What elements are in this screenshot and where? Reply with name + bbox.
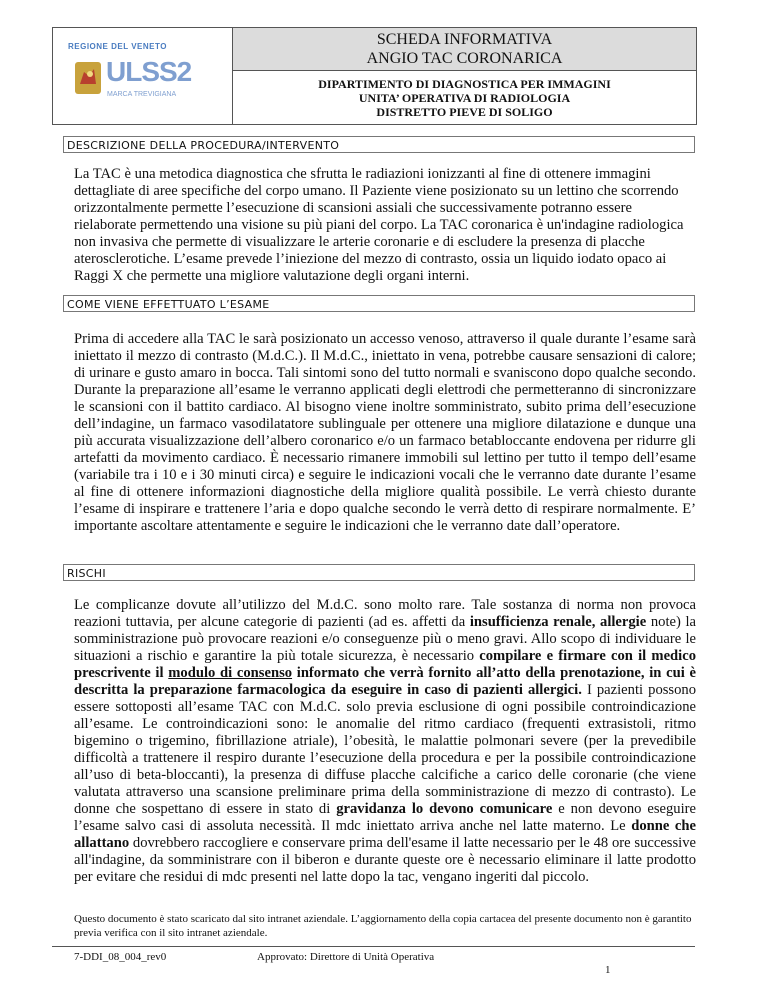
dept-line-3: DISTRETTO PIEVE DI SOLIGO <box>376 105 553 119</box>
risks-bold-consent-start: compilare e firmare con il medico prescrivente il <box>74 648 697 681</box>
document-header <box>52 27 697 125</box>
logo <box>53 28 233 124</box>
risks-bold-renal-allergies: insufficienza renale, allergie <box>469 614 647 630</box>
logo-subtitle: MARCA TREVIGIANA <box>107 91 177 98</box>
dept-line-2: UNITA’ OPERATIVA DI RADIOLOGIA <box>358 91 571 105</box>
risks-text-5: dovrebbero raccogliere e conservare prima dell'esame il latte necessario per le 48 ore successive all'indagine, da somministrare con il biberon e durante queste ore è necessario eliminare il latte prodotto per evitare che residui di mdc presenti nel latte dopo la tac, vengano ingeriti dal piccolo. <box>74 835 696 885</box>
section-body-risks <box>74 597 696 886</box>
section-heading-procedure: COME VIENE EFFETTUATO L’ESAME <box>63 295 695 312</box>
section-heading-description: DESCRIZIONE DELLA PROCEDURA/INTERVENTO <box>63 136 695 153</box>
page-number: 1 <box>605 964 611 976</box>
risks-text-3: I pazienti possono essere sottoposti all’esame TAC con M.d.C. solo previa esclusione di ogni possibile controindicazione all’esame. Le controindicazioni sono: le anomalie del ritmo cardiaco (frequenti extrasistoli, ritmo bigemino o trigemino, fibrillazione atriale), l’obesità, le malattie polmonari severe (per la prevedibile difficoltà a trattenere il respiro durante l’esecuzione della procedura e per la possibile controindicazione all’uso di beta-bloccanti), la presenza di diffuse placche calcifiche a carico delle coronarie (che viene valutata attraverso una scansione preliminare prima della somministrazione di mezzo di contrasto). Le donne che sospettano di essere in stato di <box>74 682 696 817</box>
lion-emblem-icon <box>75 62 101 94</box>
risks-bold-consent-end: informato che verrà fornito all’atto della prenotazione, in cui è descritta la preparazione farmacologica da eseguire in caso di pazienti allergici. <box>74 665 696 698</box>
section-body-description: La TAC è una metodica diagnostica che sfrutta le radiazioni ionizzanti al fine di ottenere immagini dettagliate di aree specifiche del corpo umano. Il Paziente viene posizionato su un lettino che scorrendo orizzontalmente permette l’esecuzione di scansioni assiali che successivamente potranno essere rielaborate permettendo una visione su più piani del corpo. La TAC coronarica è un'indagine radiologica non invasiva che permette di visualizzare le arterie coronarie e di escludere la presenza di placche aterosclerotiche. L’esame prevede l’iniezione del mezzo di contrasto, ossia un liquido iodato opaco ai Raggi X che permette una migliore valutazione degli organi interni. <box>74 166 684 284</box>
section-heading-risks: RISCHI <box>63 564 695 581</box>
document-title <box>233 28 696 71</box>
logo-name: ULSS2 <box>106 56 192 87</box>
department-info <box>233 71 696 124</box>
footer-divider <box>52 946 695 947</box>
risks-text-4: e non devono eseguire l’esame salvo casi di assoluta necessità. Il mdc iniettato arriva anche nel latte materno. Le <box>74 801 696 834</box>
title-line-2: ANGIO TAC CORONARICA <box>366 50 563 67</box>
section-body-procedure: Prima di accedere alla TAC le sarà posizionato un accesso venoso, attraverso il quale durante l’esame sarà iniettato il mezzo di contrasto (M.d.C.). Il M.d.C., iniettato in vena, potrebbe causare sensazioni di calore; di urinare e gusto amaro in bocca. Tali sintomi sono del tutto normali e svaniscono dopo qualche secondo. Durante la preparazione all’esame le verranno applicati degli elettrodi che permetteranno di sincronizzare le scansioni con il battito cardiaco. Al bisogno viene inoltre somministrato, subito prima dell’esecuzione dell’indagine, un farmaco vasodilatatore sublinguale per ottenere una migliore dilatazione e dunque una più accurata visualizzazione dell’albero coronarico e/o un farmaco betabloccante endovena per ridurre gli artefatti da movimento cardiaco. È necessario rimanere immobili sul lettino per tutto il tempo dell’esame (variabile tra i 10 e i 30 minuti circa) e seguire le indicazioni vocali che le verranno date durante l’esame al fine di ottenere informazioni diagnostiche della migliore qualità possibile. Le verrà chiesto durante l’esame di inspirare e trattenere l’aria e dopo qualche secondo le verrà detto di respirare normalmente. E’ importante ascoltare attentamente e seguire le indicazioni che le verranno date dall’operatore. <box>74 331 696 534</box>
risks-bold-breastfeeding: donne che allattano <box>74 818 696 851</box>
risks-text-1: Le complicanze dovute all’utilizzo del M.d.C. sono molto rare. Tale sostanza di norma non provoca reazioni tuttavia, per alcune categorie di pazienti (ad es. affetti da <box>74 597 696 630</box>
consent-form-link: modulo di consenso <box>168 665 293 681</box>
risks-text-2: note) la somministrazione può provocare reazioni e/o conseguenze più o meno gravi. Allo scopo di individuare le situazioni a rischio e garantire la più totale sicurezza, è necessario <box>74 614 696 664</box>
document-code: 7-DDI_08_004_rev0 <box>74 951 167 963</box>
approval-text: Approvato: Direttore di Unità Operativa <box>257 951 435 963</box>
title-line-1: SCHEDA INFORMATIVA <box>376 31 553 48</box>
footer-disclaimer: Questo documento è stato scaricato dal sito intranet aziendale. L’aggiornamento della copia cartacea del presente documento non è garantito previa verifica con il sito intranet aziendale. <box>74 913 692 939</box>
dept-line-1: DIPARTIMENTO DI DIAGNOSTICA PER IMMAGINI <box>318 77 611 91</box>
logo-region-text: REGIONE DEL VENETO <box>68 42 167 51</box>
risks-bold-pregnancy: gravidanza lo devono comunicare <box>336 801 553 817</box>
